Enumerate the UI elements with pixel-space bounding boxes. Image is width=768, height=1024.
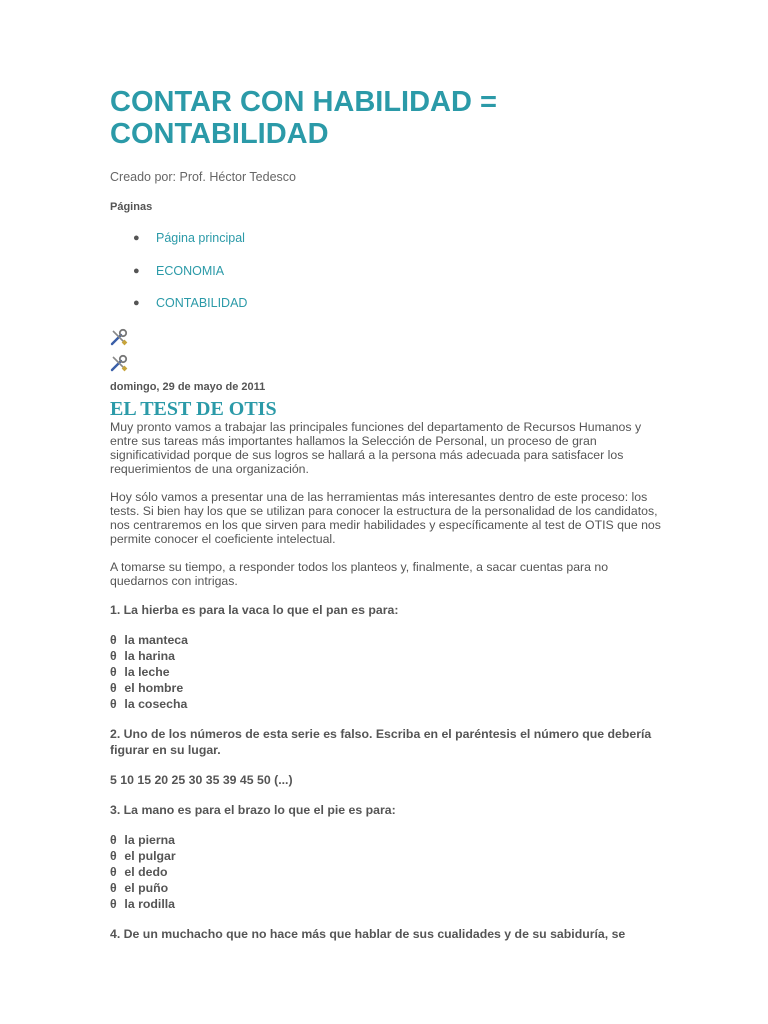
bullet-icon: ● [133,264,140,277]
theta-marker: θ [110,697,117,711]
option-label: la leche [124,665,170,679]
option-label: la pierna [124,833,175,847]
blog-title[interactable]: CONTAR CON HABILIDAD = CONTABILIDAD [110,86,497,150]
list-item [110,832,662,848]
bullet-icon: ● [133,297,140,309]
option-label: el pulgar [124,849,176,863]
post-body [110,420,662,956]
post-paragraph: Muy pronto vamos a trabajar las principales funciones del departamento de Recursos Humanos y entre sus tareas más importantes hallamos la Selección de Personal, un proceso de gran significatividad porque de sus logros se hallará a la persona más adecuada para satisfacer los requerimientos de una organización. [110,420,642,476]
theta-marker: θ [110,633,117,647]
post-date: domingo, 29 de mayo de 2011 [110,381,266,393]
theta-marker: θ [110,865,117,879]
option-label: la manteca [124,633,188,647]
list-item [110,648,662,664]
blog-byline: Creado por: Prof. Héctor Tedesco [110,170,296,184]
theta-marker: θ [110,665,117,679]
question-4: 4. De un muchacho que no hace más que hablar de sus cualidades y de su sabiduría, se [110,927,626,941]
list-item [110,696,662,712]
post-paragraph: Hoy sólo vamos a presentar una de las herramientas más interesantes dentro de este proceso: los tests. Si bien hay los que se utilizan para conocer la estructura de la personalidad de los candidatos, nos centraremos en los que sirven para medir habilidades y específicamente al test de OTIS que nos permite conocer el coeficiente intelectual. [110,490,661,546]
pages-heading: Páginas [110,201,153,213]
question-2: 2. Uno de los números de esta serie es falso. Escriba en el paréntesis el número que debería figurar en su lugar. [110,727,652,757]
question-3: 3. La mano es para el brazo lo que el pie es para: [110,803,396,817]
nav-link-contabilidad[interactable]: CONTABILIDAD [156,296,248,310]
nav-link-economia[interactable]: ECONOMIA [156,263,225,278]
theta-marker: θ [110,897,117,911]
number-series: 5 10 15 20 25 30 35 39 45 50 (...) [110,773,293,787]
list-item [110,880,662,896]
theta-marker: θ [110,681,117,695]
list-item [110,864,662,880]
option-label: la rodilla [124,897,175,911]
list-item [110,896,662,912]
list-item [110,664,662,680]
option-label: el puño [124,881,169,895]
option-label: la cosecha [124,697,188,711]
bullet-icon: ● [133,232,140,244]
question-1: 1. La hierba es para la vaca lo que el pan es para: [110,603,399,617]
option-label: el dedo [124,865,168,879]
theta-marker: θ [110,649,117,663]
list-item [110,632,662,648]
theta-marker: θ [110,881,117,895]
question-3-options [110,832,662,912]
nav-link-home[interactable]: Página principal [156,231,245,245]
post-paragraph: A tomarse su tiempo, a responder todos los planteos y, finalmente, a sacar cuentas para no quedarnos con intrigas. [110,560,609,588]
tools-icon[interactable] [110,328,128,346]
post-title[interactable]: EL TEST DE OTIS [110,398,277,420]
list-item [110,680,662,696]
question-1-options [110,632,662,712]
option-label: el hombre [124,681,184,695]
option-label: la harina [124,649,175,663]
theta-marker: θ [110,833,117,847]
tools-icon[interactable] [110,354,128,372]
list-item [110,848,662,864]
theta-marker: θ [110,849,117,863]
